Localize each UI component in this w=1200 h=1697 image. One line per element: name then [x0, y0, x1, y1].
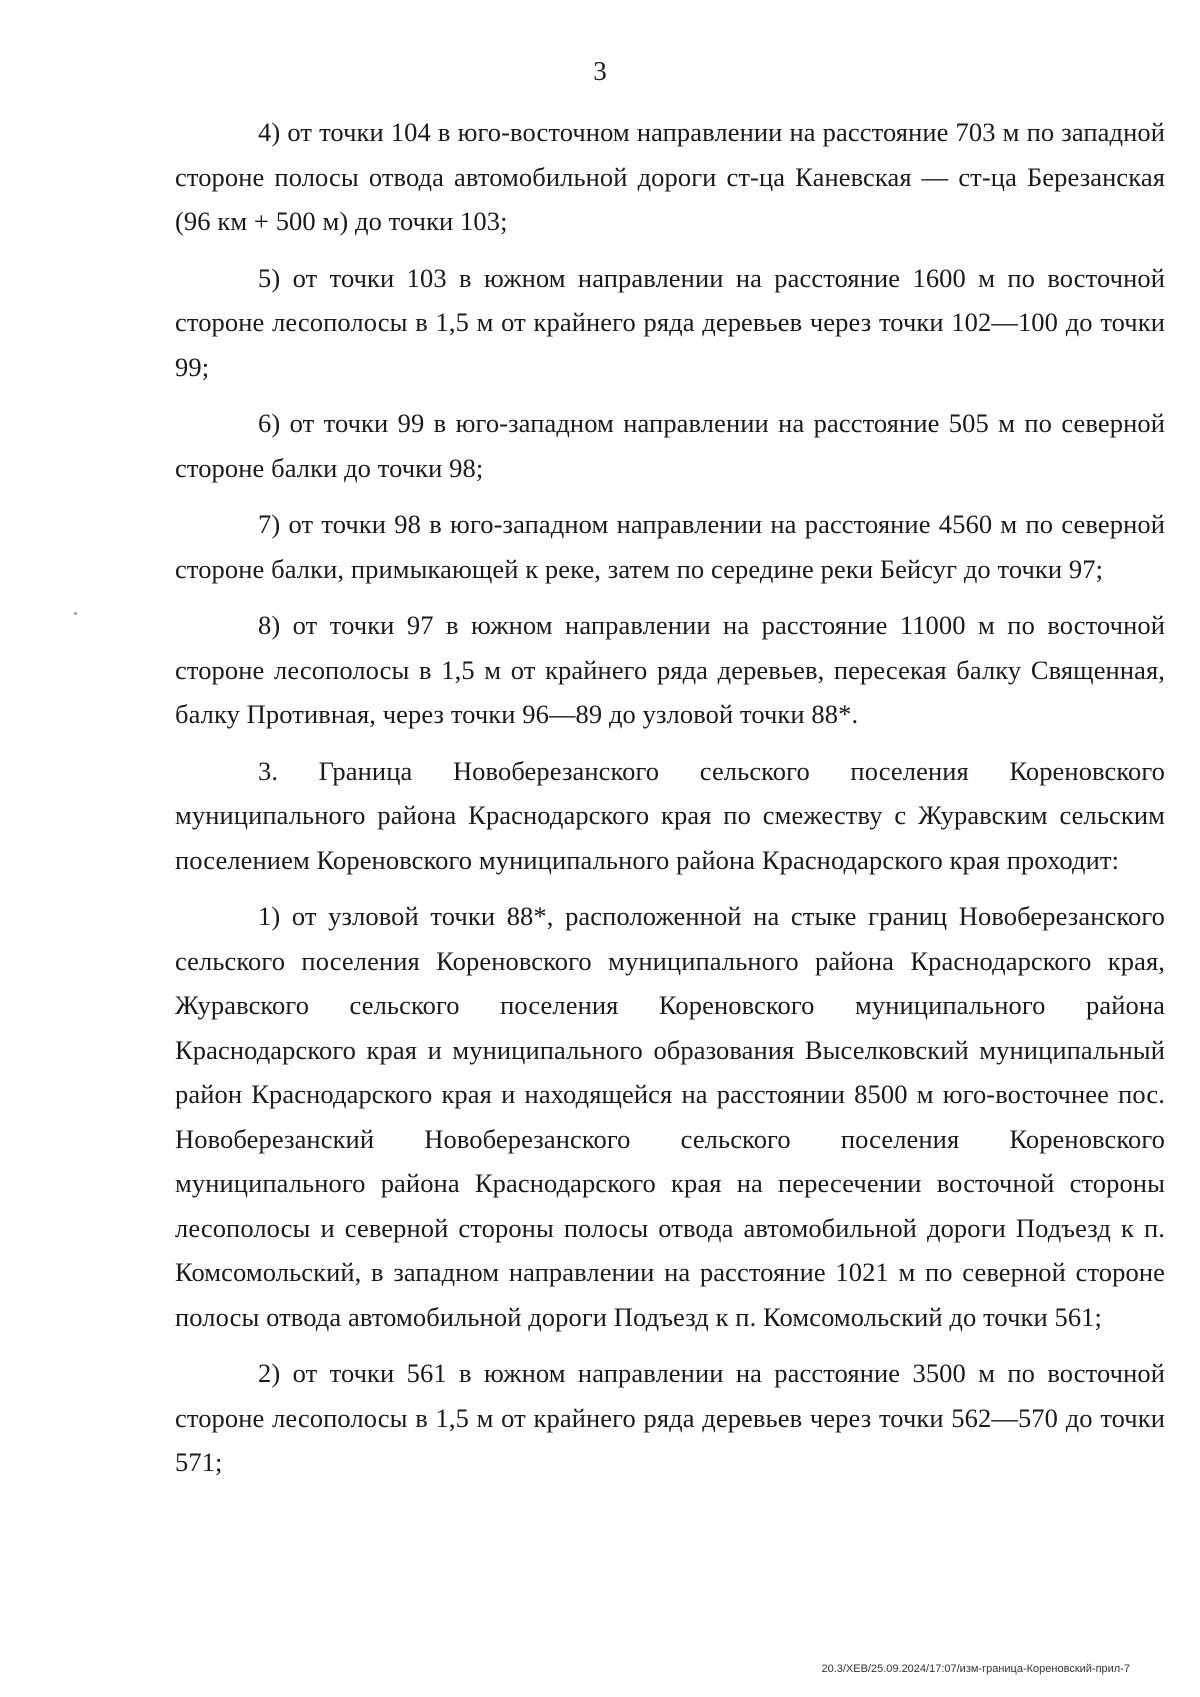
paragraph-item-7: 7) от точки 98 в юго-западном направлении на расстояние 4560 м по северной стороне балки, примыкающей к реке, затем по середине реки Бейсуг до точки 97; — [175, 509, 1165, 584]
paragraph-section-3-item-2: 2) от точки 561 в южном направлении на расстояние 3500 м по восточной стороне лесополосы в 1,5 м от крайнего ряда деревьев через точки 562—570 до точки 571; — [175, 1358, 1165, 1477]
document-footer-code: 20.3/ХЕВ/25.09.2024/17:07/изм-граница-Кореновский-прил-7 — [821, 1663, 1130, 1675]
paragraph-item-4: 4) от точки 104 в юго-восточном направлении на расстояние 703 м по западной стороне полосы отвода автомобильной дороги ст-ца Каневская — ст-ца Березанская (96 км + 500 м) до точки 103; — [175, 117, 1165, 236]
scan-dot-mark — [74, 612, 77, 615]
paragraph-item-8: 8) от точки 97 в южном направлении на расстояние 11000 м по восточной стороне лесополосы в 1,5 м от крайнего ряда деревьев, пересекая балку Священная, балку Противная, через точки 96—89 до узловой точки 88*. — [175, 610, 1165, 729]
document-body — [175, 110, 1165, 1497]
paragraph-section-3-item-1: 1) от узловой точки 88*, расположенной на стыке границ Новоберезанского сельского поселения Кореновского муниципального района Краснодарского края, Журавского сельского поселения Кореновского муниципального района Краснодарского края и муниципального образования Выселковский муниципальный район Краснодарского края и находящейся на расстоянии 8500 м юго-восточнее пос. Новоберезанский Новоберезанского сельского поселения Кореновского муниципального района Краснодарского края на пересечении восточной стороны лесополосы и северной стороны полосы отвода автомобильной дороги Подъезд к п. Комсомольский, в западном направлении на расстояние 1021 м по северной стороне полосы отвода автомобильной дороги Подъезд к п. Комсомольский до точки 561; — [175, 901, 1165, 1332]
paragraph-item-5: 5) от точки 103 в южном направлении на расстояние 1600 м по восточной стороне лесополосы в 1,5 м от крайнего ряда деревьев через точки 102—100 до точки 99; — [175, 262, 1165, 382]
paragraph-section-3: 3. Граница Новоберезанского сельского поселения Кореновского муниципального района Краснодарского края по смежеству с Журавским сельским поселением Кореновского муниципального района Краснодарского края проходит: — [175, 755, 1165, 875]
paragraph-item-6: 6) от точки 99 в юго-западном направлении на расстояние 505 м по северной стороне балки до точки 98; — [175, 408, 1165, 483]
page-number: 3 — [593, 56, 607, 86]
